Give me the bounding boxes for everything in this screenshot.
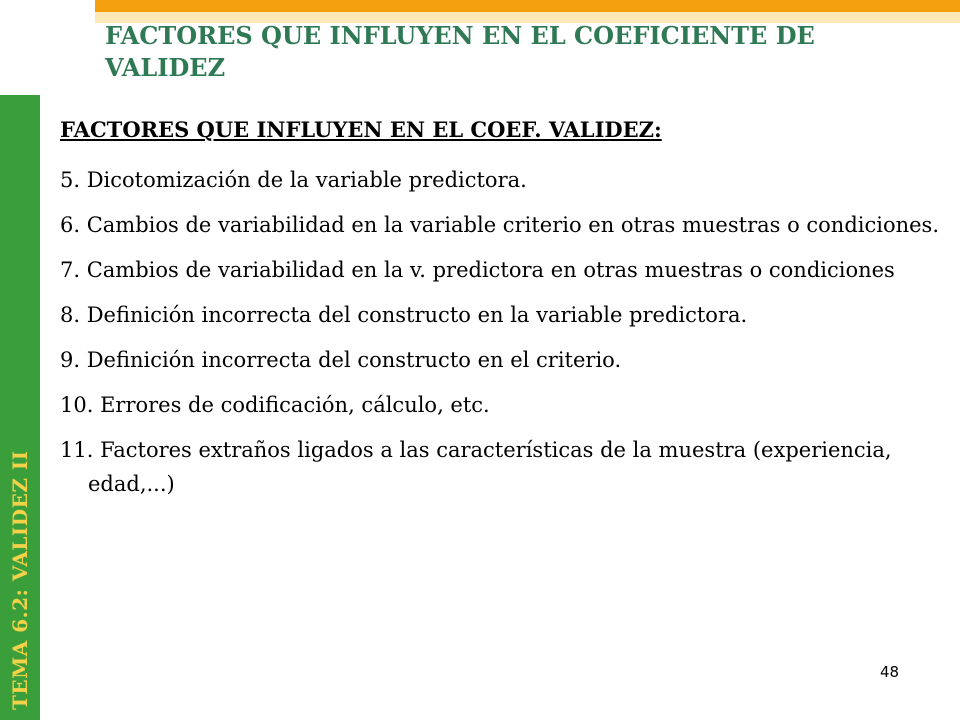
- list-item: 7. Cambios de variabilidad en la v. predictora en otras muestras o condiciones: [60, 258, 895, 282]
- side-label: TEMA 6.2: VALIDEZ II: [8, 450, 32, 710]
- list-item: 11. Factores extraños ligados a las características de la muestra (experiencia, edad,...): [60, 438, 892, 496]
- top-accent-bar: [95, 0, 960, 12]
- list-item: 8. Definición incorrecta del constructo en la variable predictora.: [60, 303, 748, 327]
- content-heading: FACTORES QUE INFLUYEN EN EL COEF. VALIDEZ:: [60, 117, 662, 142]
- page-number: 48: [880, 663, 900, 681]
- list-item: 5. Dicotomización de la variable predictora.: [60, 168, 527, 192]
- list-item: 10. Errores de codificación, cálculo, etc.: [60, 393, 490, 417]
- slide-content: [60, 112, 955, 512]
- slide-title: FACTORES QUE INFLUYEN EN EL COEFICIENTE DE VALIDEZ: [105, 21, 815, 82]
- list-item: 9. Definición incorrecta del constructo en el criterio.: [60, 348, 622, 372]
- factor-list: [60, 163, 955, 501]
- list-item: 6. Cambios de variabilidad en la variable criterio en otras muestras o condiciones.: [60, 213, 940, 237]
